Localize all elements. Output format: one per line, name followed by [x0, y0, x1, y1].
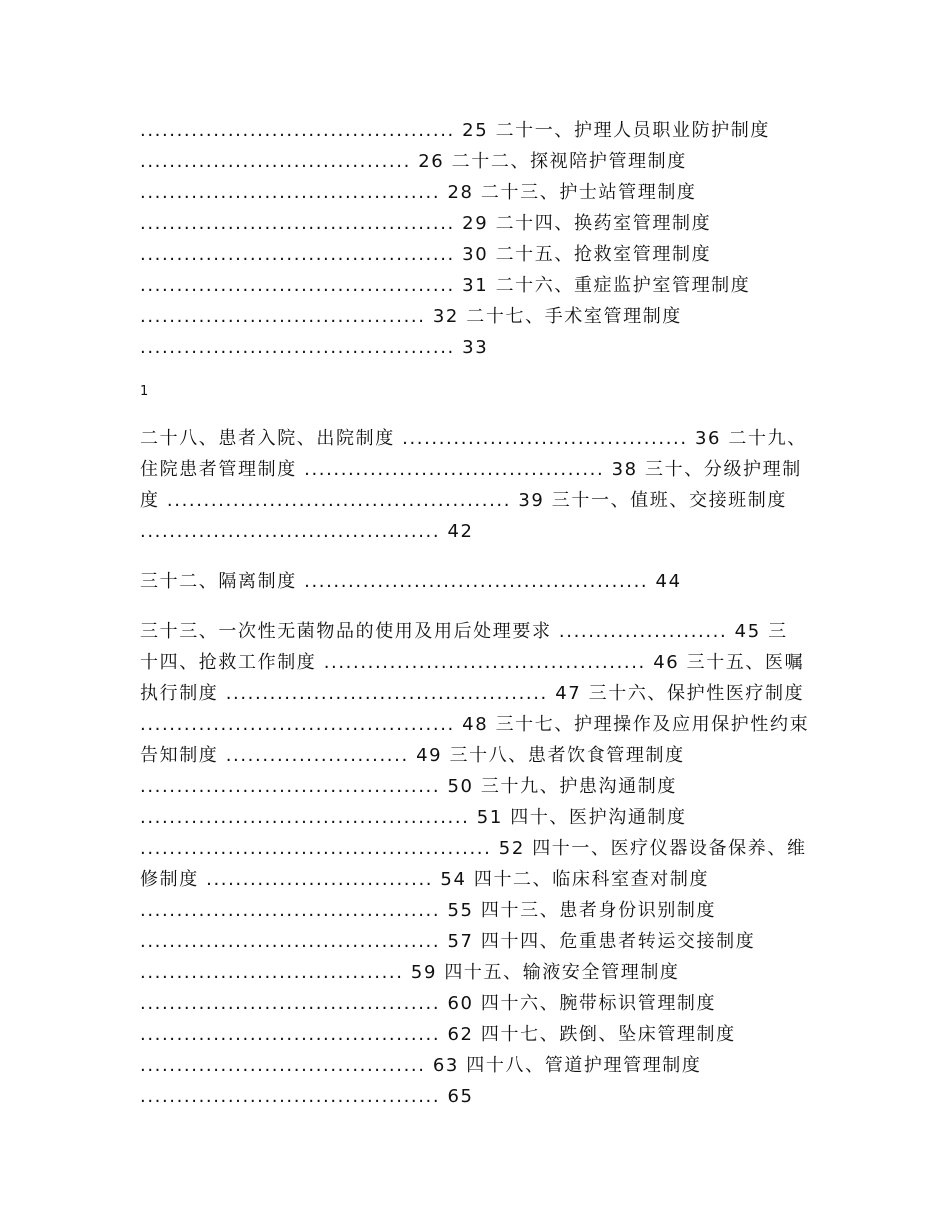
toc-line: ........................................... 25 二十一、护理人员职业防护制度 — [140, 120, 770, 141]
toc-line: ..................................... 26 二十二、探视陪护管理制度 — [140, 151, 687, 172]
page-number: 1 — [140, 384, 149, 399]
toc-line: ......................................... 50 三十九、护患沟通制度 — [140, 776, 677, 797]
toc-line: 住院患者管理制度 ......................................... 38 三十、分级护理制 — [140, 459, 802, 480]
toc-line: ......................................... 42 — [140, 521, 474, 542]
toc-line: ......................................... 28 二十三、护士站管理制度 — [140, 182, 697, 203]
toc-line: ................................................ 52 四十一、医疗仪器设备保养、维 — [140, 838, 807, 859]
toc-line: ........................................... 31 二十六、重症监护室管理制度 — [140, 275, 751, 296]
toc-line: .................................... 59 四十五、输液安全管理制度 — [140, 962, 680, 983]
toc-line: ......................................... 62 四十七、跌倒、坠床管理制度 — [140, 1024, 736, 1045]
toc-line: ....................................... 63 四十八、管道护理管理制度 — [140, 1055, 702, 1076]
toc-line: 三十三、一次性无菌物品的使用及用后处理要求 ....................... 45 三 — [140, 621, 788, 642]
toc-line: 度 ............................................... 39 三十一、值班、交接班制度 — [140, 490, 787, 511]
toc-line: ......................................... 57 四十四、危重患者转运交接制度 — [140, 931, 756, 952]
toc-line: ............................................. 51 四十、医护沟通制度 — [140, 807, 687, 828]
toc-line: ......................................... 60 四十六、腕带标识管理制度 — [140, 993, 717, 1014]
toc-line: ........................................... 30 二十五、抢救室管理制度 — [140, 244, 712, 265]
toc-line: 执行制度 ............................................ 47 三十六、保护性医疗制度 — [140, 683, 805, 704]
toc-line: 修制度 ............................... 54 四十二、临床科室查对制度 — [140, 869, 710, 890]
toc-line: 二十八、患者入院、出院制度 ....................................... 36 二十九、 — [140, 428, 807, 449]
toc-line: 十四、抢救工作制度 ............................................ 46 三十五、医嘱 — [140, 652, 805, 673]
toc-line: ........................................... 33 — [140, 337, 489, 358]
toc-line: ........................................... 29 二十四、换药室管理制度 — [140, 213, 712, 234]
toc-line: ......................................... 65 — [140, 1086, 474, 1107]
toc-line: ......................................... 55 四十三、患者身份识别制度 — [140, 900, 717, 921]
toc-line: ....................................... 32 二十七、手术室管理制度 — [140, 306, 682, 327]
toc-line: ........................................... 48 三十七、护理操作及应用保护性约束 — [140, 714, 810, 735]
toc-line: 告知制度 ......................... 49 三十八、患者饮食管理制度 — [140, 745, 685, 766]
toc-line: 三十二、隔离制度 ............................................... 44 — [140, 571, 682, 592]
